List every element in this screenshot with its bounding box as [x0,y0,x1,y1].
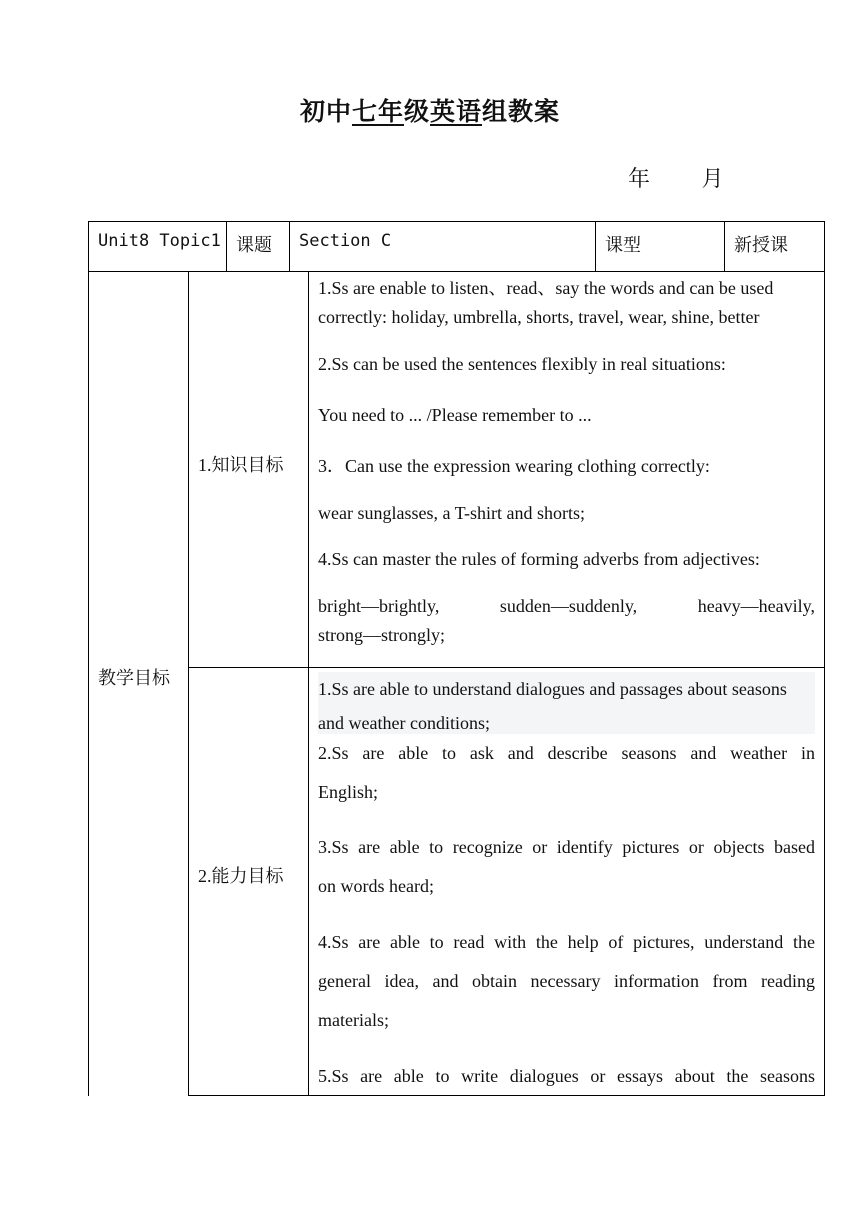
ability-item-3: 3.Ss are able to recognize or identify pictures or objects based [318,837,815,857]
knowledge-item-8: strong—strongly; [318,625,446,645]
type-label-cell: 课型 [595,221,724,272]
table-right-border [824,272,825,1096]
ability-item-5: 5.Ss are able to write dialogues or essays about the seasons [318,1066,815,1086]
knowledge-item-7: bright—brightly, sudden—suddenly, heavy—heavily, [318,596,815,616]
ability-item-4-cont: general idea, and obtain necessary information from reading [318,971,815,991]
knowledge-item-6: 4.Ss can master the rules of forming adverbs from adjectives: [318,549,760,569]
section-label: 教学目标 [98,668,170,688]
row-divider [188,667,825,668]
ability-item-3-cont: on words heard; [318,876,434,896]
knowledge-item-2: 2.Ss can be used the sentences flexibly in real situations: [318,354,726,374]
knowledge-goal-label: 1.知识目标 [198,455,284,475]
table-divider-2 [308,272,309,1096]
ability-item-4: 4.Ss are able to read with the help of pictures, understand the [318,932,815,952]
ability-item-4-cont2: materials; [318,1010,389,1030]
lesson-label-cell: 课题 [226,221,289,272]
year-label: 年 [628,166,651,191]
table-left-border [88,272,89,1096]
date-line [628,162,724,193]
ability-item-2: 2.Ss are able to ask and describe seasons and weather in [318,743,815,763]
month-label: 月 [701,166,724,191]
ability-goal-label: 2.能力目标 [198,866,284,886]
knowledge-item-3: You need to ... /Please remember to ... [318,405,592,425]
unit-cell: Unit8 Topic1 [88,221,226,272]
knowledge-item-5: wear sunglasses, a T-shirt and shorts; [318,503,585,523]
table-divider-1 [188,272,189,1096]
ability-item-2-cont: English; [318,782,379,802]
type-value-cell: 新授课 [724,221,825,272]
ability-item-1: 1.Ss are able to understand dialogues and passages about seasons and weather conditions; [318,672,815,734]
lesson-value-cell: Section C [289,221,595,272]
knowledge-item-1: 1.Ss are enable to listen、read、say the words and can be used correctly: holiday, umbrella, shorts, travel, wear, shine, better [318,278,774,327]
page-title: 初中七年级英语组教案 [299,99,561,126]
table-bottom-border [188,1095,825,1096]
knowledge-item-4: 3．Can use the expression wearing clothing correctly: [318,456,710,476]
